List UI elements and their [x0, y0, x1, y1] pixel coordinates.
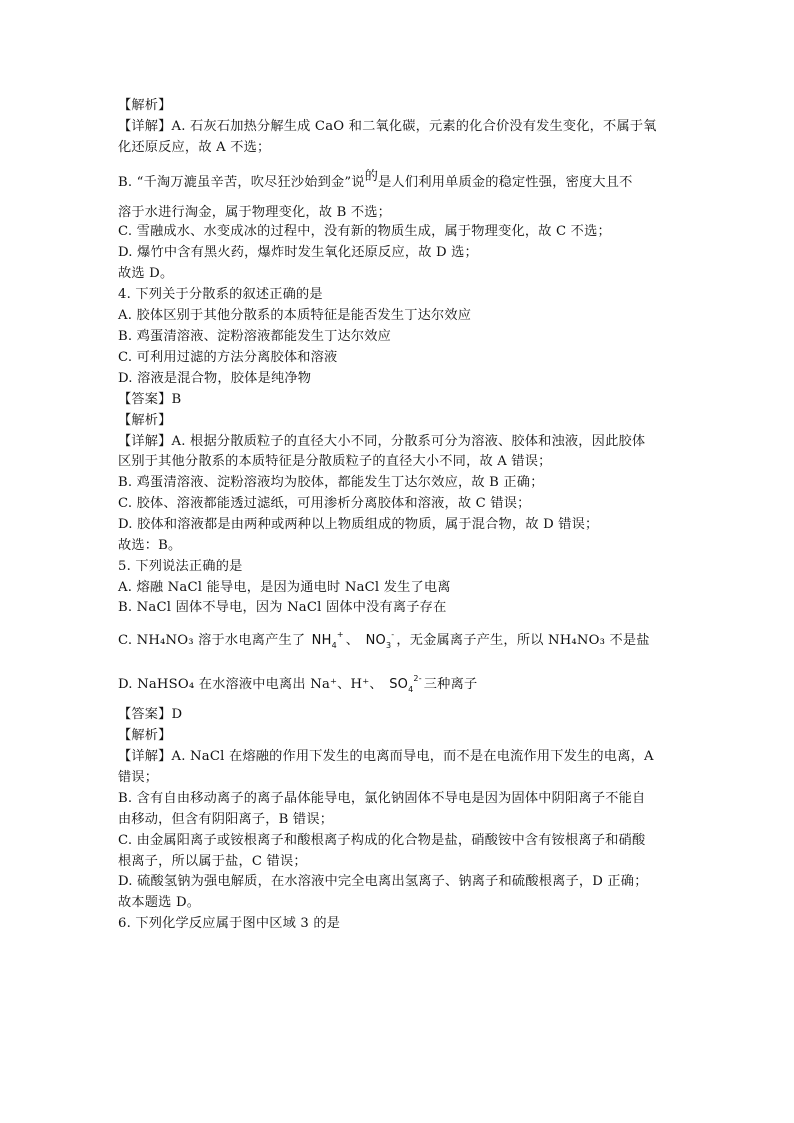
- text-segment: B. “千淘万漉虽辛苦，吹尽狂沙始到金”说: [118, 175, 365, 190]
- option-line: [118, 672, 477, 699]
- option-line: [118, 628, 650, 655]
- formula-superscript: 2-: [413, 674, 422, 683]
- text-segment: 的: [364, 169, 379, 184]
- sulfate-formula: [389, 672, 422, 699]
- formula-superscript: -: [391, 630, 395, 639]
- option-line: B. NaCl 固体不导电，因为 NaCl 固体中没有离子存在: [118, 600, 447, 615]
- text-line: 【解析】: [118, 98, 172, 113]
- text-line: C. 胶体、溶液都能透过滤纸，可用渗析分离胶体和溶液，故 C 错误；: [118, 496, 531, 511]
- text-line: D. 胶体和溶液都是由两种或两种以上物质组成的物质，属于混合物，故 D 错误；: [118, 517, 599, 532]
- text-line: C. 由金属阳离子或铵根离子和酸根离子构成的化合物是盐，硝酸铵中含有铵根离子和硝酸: [118, 833, 646, 848]
- answer-line: 【答案】D: [118, 707, 183, 722]
- text-line: 故本题选 D。: [118, 895, 201, 910]
- text-line: [118, 169, 633, 192]
- ammonium-formula: [312, 628, 344, 655]
- text-line: 区别于其他分散系的本质特征是分散质粒子的直径大小不同，故 A 错误；: [118, 454, 552, 469]
- option-line: C. 可利用过滤的方法分离胶体和溶液: [118, 350, 338, 365]
- text-line: D. 爆竹中含有黑火药，爆炸时发生氧化还原反应，故 D 选；: [118, 245, 478, 260]
- text-segment: 是人们利用单质金的稳定性强，密度大且不: [378, 175, 633, 190]
- text-segment: D. NaHSO₄ 在水溶液中电离出 Na⁺、H⁺、: [118, 677, 383, 692]
- option-line: A. 胶体区别于其他分散系的本质特征是能否发生丁达尔效应: [118, 308, 472, 323]
- text-line: 【解析】: [118, 728, 172, 743]
- text-line: 【解析】: [118, 413, 172, 428]
- text-line: 根离子，所以属于盐，C 错误；: [118, 854, 307, 869]
- formula-superscript: +: [336, 630, 344, 639]
- text-line: 【详解】A. NaCl 在熔融的作用下发生的电离而导电，而不是在电流作用下发生的电离，A: [118, 749, 654, 764]
- text-segment: ，无金属离子产生，所以 NH₄NO₃ 不是盐: [396, 633, 650, 648]
- text-line: 由移动，但含有阴阳离子，B 错误；: [118, 812, 334, 827]
- text-line: 故选：B。: [118, 538, 182, 553]
- nitrate-formula: [366, 628, 395, 655]
- option-line: B. 鸡蛋清溶液、淀粉溶液都能发生丁达尔效应: [118, 329, 392, 344]
- text-line: 错误；: [118, 770, 159, 785]
- formula-subscript: 4: [408, 685, 414, 694]
- text-segment: 三种离子: [423, 677, 478, 692]
- text-line: B. 含有自由移动离子的离子晶体能导电，氯化钠固体不导电是因为固体中阴阳离子不能自: [118, 791, 646, 806]
- question-stem: 6. 下列化学反应属于图中区域 3 的是: [118, 916, 341, 931]
- formula-base: NH: [311, 633, 332, 648]
- text-line: C. 雪融成水、水变成冰的过程中，没有新的物质生成，属于物理变化，故 C 不选；: [118, 224, 611, 239]
- text-line: D. 硫酸氢钠为强电解质，在水溶液中完全电离出氢离子、钠离子和硫酸根离子，D 正确；: [118, 874, 648, 889]
- text-line: 【详解】A. 根据分散质粒子的直径大小不同，分散系可分为溶液、胶体和浊液，因此胶体: [118, 434, 646, 449]
- formula-base: NO: [365, 633, 386, 648]
- text-line: B. 鸡蛋清溶液、淀粉溶液均为胶体，都能发生丁达尔效应，故 B 正确；: [118, 475, 544, 490]
- text-line: 化还原反应，故 A 不选；: [118, 140, 271, 155]
- text-line: 溶于水进行淘金，属于物理变化，故 B 不选；: [118, 205, 392, 220]
- text-line: 故选 D。: [118, 266, 174, 281]
- formula-subscript: 3: [385, 641, 392, 650]
- option-line: D. 溶液是混合物，胶体是纯净物: [118, 371, 312, 386]
- option-line: A. 熔融 NaCl 能导电，是因为通电时 NaCl 发生了电离: [118, 580, 451, 595]
- text-segment: 、: [345, 633, 360, 648]
- question-stem: 5. 下列说法正确的是: [118, 559, 243, 574]
- text-line: 【详解】A. 石灰石加热分解生成 CaO 和二氧化碳，元素的化合价没有发生变化，不属于氧: [118, 119, 657, 134]
- answer-line: 【答案】B: [118, 392, 182, 407]
- question-stem: 4. 下列关于分散系的叙述正确的是: [118, 287, 323, 302]
- formula-base: SO: [389, 677, 409, 692]
- text-segment: C. NH₄NO₃ 溶于水电离产生了: [118, 633, 306, 648]
- formula-subscript: 4: [331, 641, 337, 650]
